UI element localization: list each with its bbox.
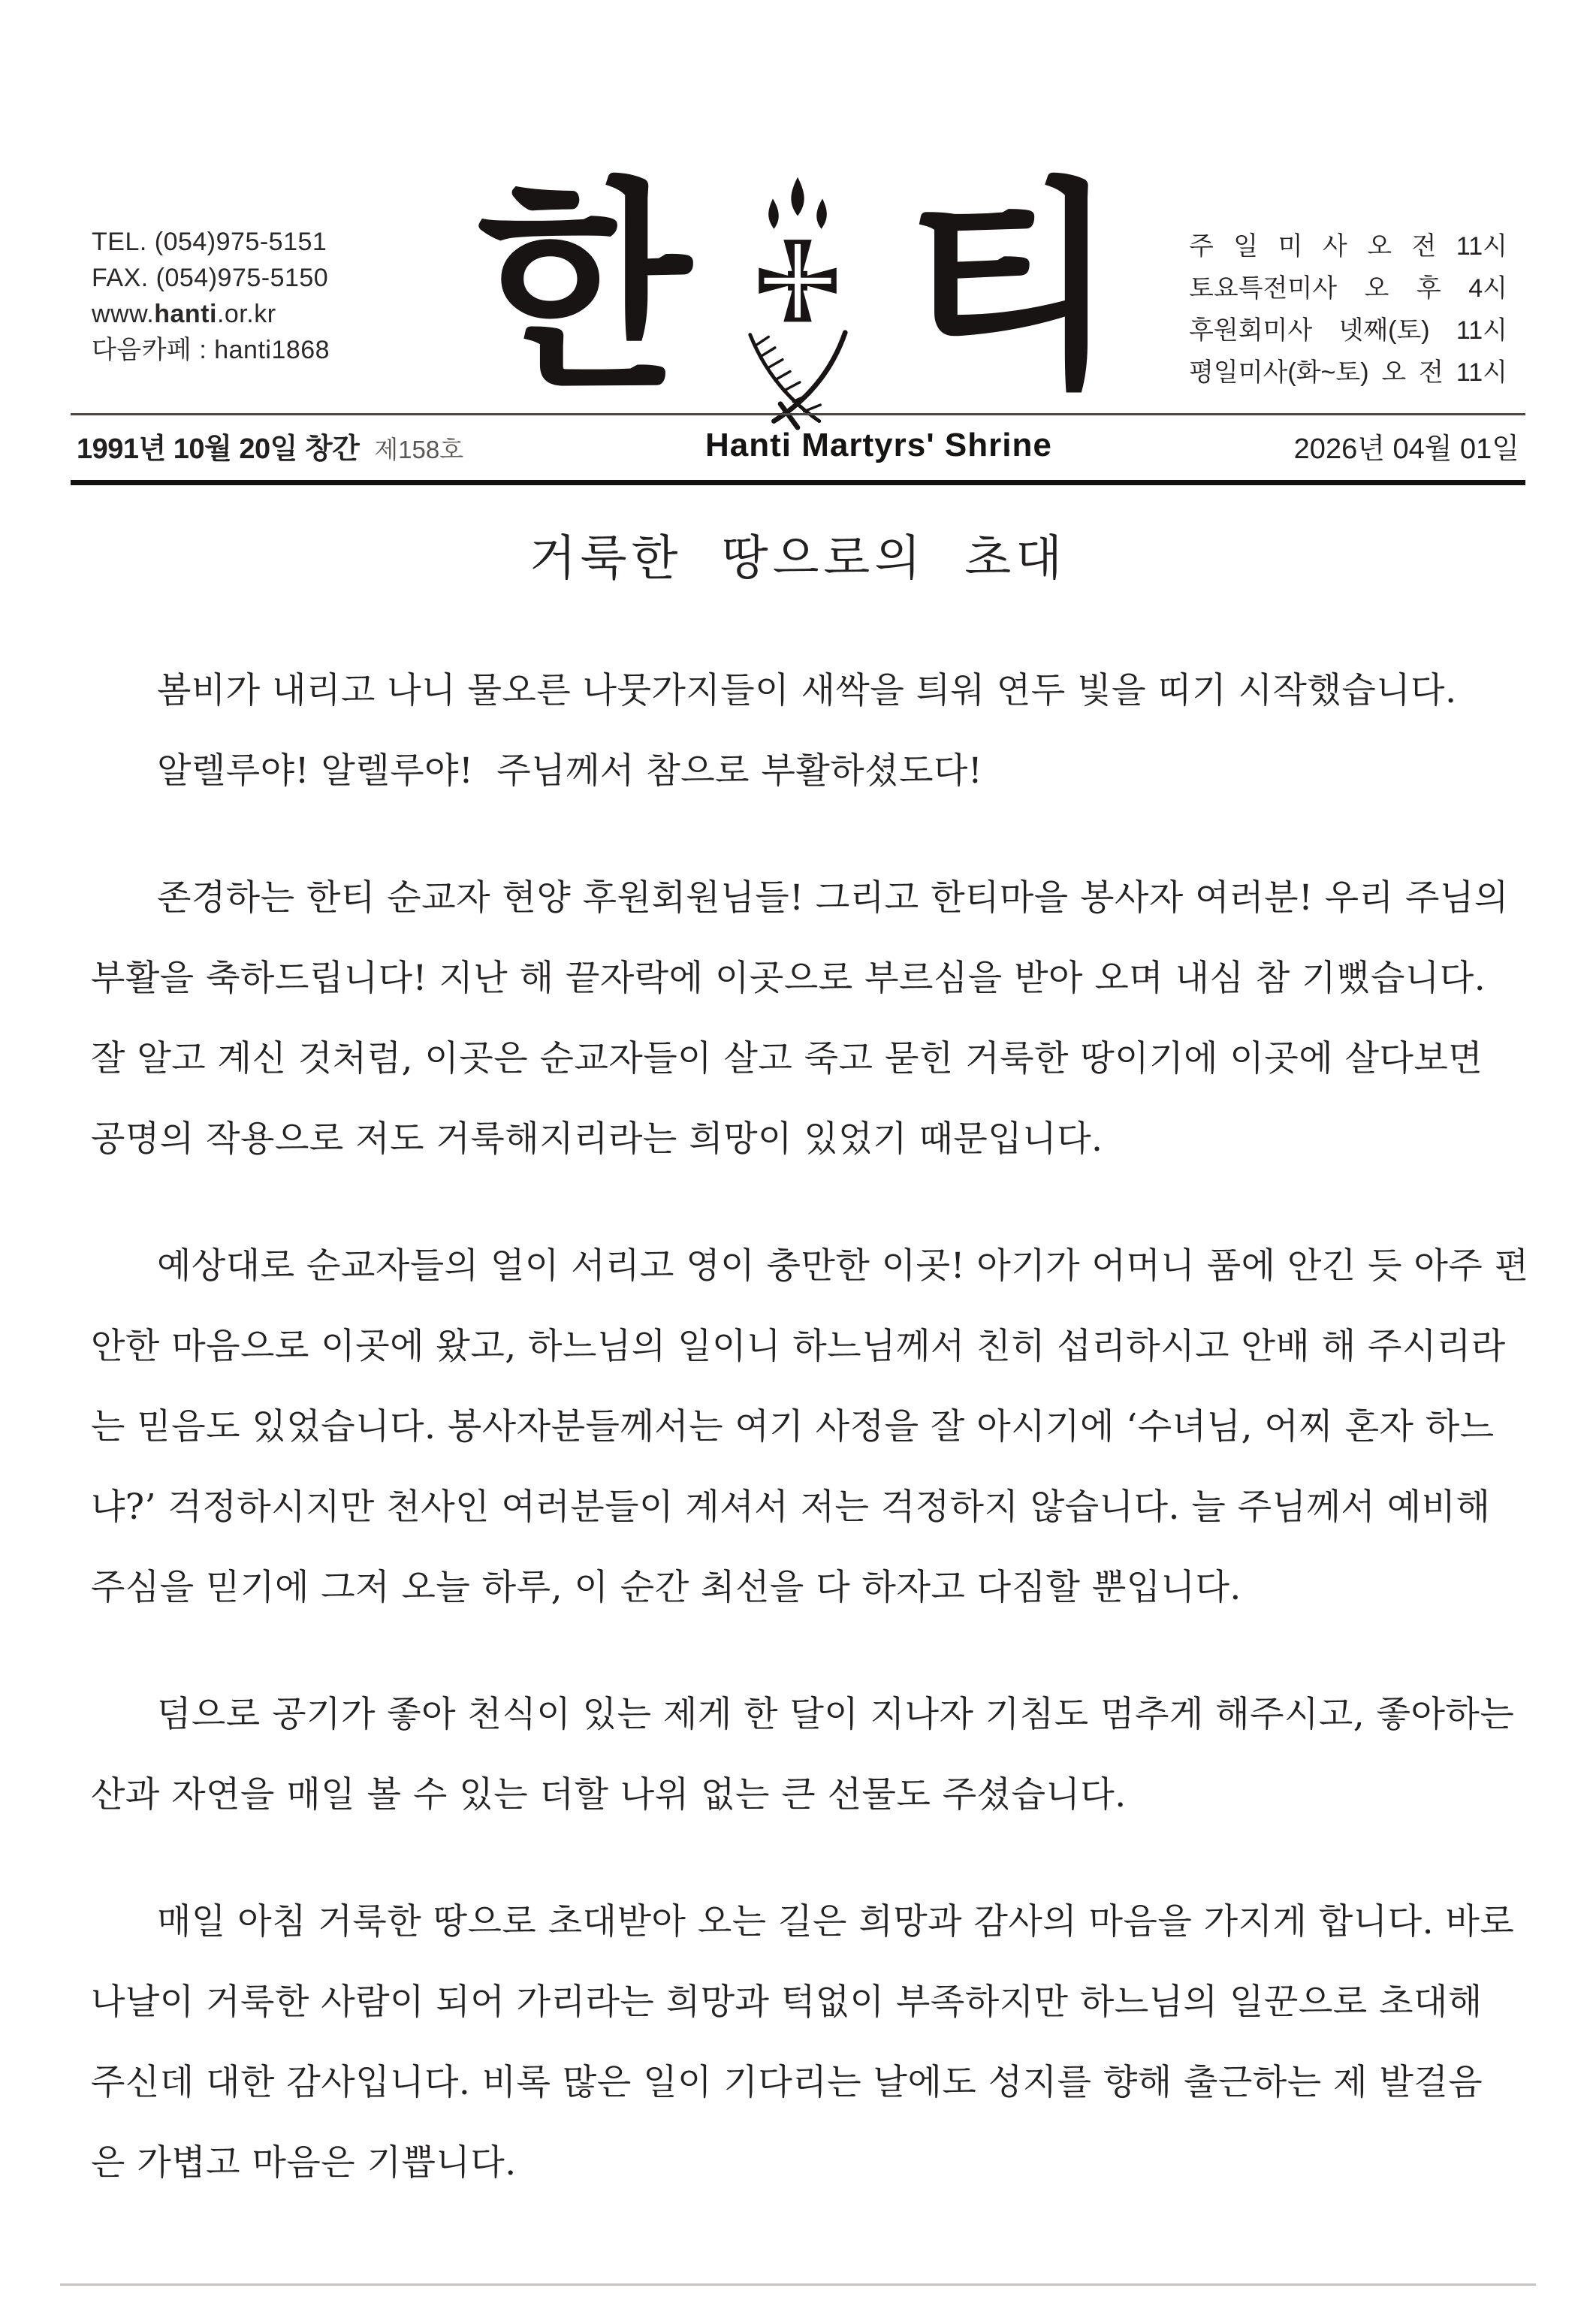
mass-schedule-line: 평일미사(화~토) 오 전 11시: [1189, 358, 1507, 387]
cafe-line: 다음카페 : hanti1868: [92, 336, 330, 364]
body-line: 공명의 작용으로 저도 거룩해지리라는 희망이 있었기 때문입니다.: [91, 1118, 1103, 1160]
body-line: 안한 마음으로 이곳에 왔고, 하느님의 일이니 하느님께서 친히 섭리하시고 안배 해 주시리라: [91, 1326, 1506, 1367]
body-line: 잘 알고 계신 것처럼, 이곳은 순교자들이 살고 죽고 묻힌 거룩한 땅이기에 이곳에 살다보면: [91, 1038, 1483, 1079]
contact-info: [92, 224, 330, 368]
body-line: 주심을 믿기에 그저 오늘 하루, 이 순간 최선을 다 하자고 다짐할 뿐입니다.: [91, 1567, 1242, 1608]
body-line: 알렐루야! 알렐루야! 주님께서 참으로 부활하셨도다!: [157, 750, 983, 792]
body-line: 냐?’ 걱정하시지만 천사인 여러분들이 계셔서 저는 걱정하지 않습니다. 늘 주님께서 예비해: [91, 1487, 1491, 1528]
founded-date: 1991년 10월 20일 창간: [77, 433, 360, 465]
body-line: 는 믿음도 있었습니다. 봉사자분들께서는 여기 사정을 잘 아시기에 ‘수녀님, 어찌 혼자 하느: [91, 1406, 1495, 1447]
tel-line: TEL. (054)975-5151: [92, 228, 327, 256]
body-line: 봄비가 내리고 나니 물오른 나뭇가지들이 새싹을 틔워 연두 빛을 띠기 시작했습니다.: [157, 670, 1457, 711]
website-domain: hanti: [154, 300, 217, 328]
shrine-name-en: Hanti Martyrs' Shrine: [705, 427, 1052, 463]
mass-schedule: [1189, 225, 1507, 394]
body-line: 부활을 축하드립니다! 지난 해 끝자락에 이곳으로 부르심을 받아 오며 내심 참 기뻤습니다.: [91, 958, 1486, 999]
paragraph: [91, 1879, 1515, 2200]
paragraph: [91, 1671, 1515, 1832]
dateline-bar: [71, 413, 1525, 485]
body-line: 산과 자연을 매일 볼 수 있는 더할 나위 없는 큰 선물도 주셨습니다.: [91, 1774, 1127, 1816]
article-title: 거룩한 땅으로의 초대: [529, 531, 1067, 587]
mass-schedule-line: 토요특전미사 오 후 4시: [1189, 274, 1507, 303]
body-line: 나날이 거룩한 사람이 되어 가리라는 희망과 턱없이 부족하지만 하느님의 일꾼으로 초대해: [91, 1982, 1483, 2023]
dateline-left: [77, 425, 463, 466]
article-body: [91, 647, 1529, 2247]
body-line: 예상대로 순교자들의 얼이 서리고 영이 충만한 이곳! 아기가 어머니 품에 안긴 듯 아주 편: [157, 1245, 1529, 1287]
logo-char-ti: 티: [905, 156, 1119, 418]
website-suffix: .or.kr: [216, 300, 276, 328]
mass-schedule-line: 주 일 미 사 오 전 11시: [1189, 232, 1507, 261]
bottom-rule: [60, 2283, 1536, 2286]
paragraph: [91, 647, 1509, 808]
paragraph: [91, 1223, 1529, 1625]
website-prefix: www.: [92, 300, 155, 328]
issue-number: 제158호: [374, 435, 464, 463]
website-line: [92, 296, 330, 332]
shrine-logo: [477, 143, 1119, 432]
issue-date: 2026년 04월 01일: [1293, 433, 1519, 465]
logo-char-han: 한: [477, 156, 691, 418]
body-line: 덤으로 공기가 좋아 천식이 있는 제게 한 달이 지나자 기침도 멈추게 해주시고, 좋아하는: [157, 1694, 1515, 1735]
paragraph: [91, 855, 1509, 1176]
fax-line: FAX. (054)975-5150: [92, 264, 329, 292]
body-line: 주신데 대한 감사입니다. 비록 많은 일이 기다리는 날에도 성지를 향해 출근하는 제 발걸음: [91, 2062, 1483, 2103]
body-line: 은 가볍고 마음은 기쁩니다.: [91, 2142, 517, 2184]
body-line: 존경하는 한티 순교자 현양 후원회원님들! 그리고 한티마을 봉사자 여러분! 우리 주님의: [157, 877, 1509, 919]
flames-cross-wheat-sword-icon: [732, 173, 864, 432]
body-line: 매일 아침 거룩한 땅으로 초대받아 오는 길은 희망과 감사의 마음을 가지게 합니다. 바로: [157, 1901, 1515, 1942]
mass-schedule-line: 후원회미사 넷째(토) 11시: [1189, 316, 1507, 345]
